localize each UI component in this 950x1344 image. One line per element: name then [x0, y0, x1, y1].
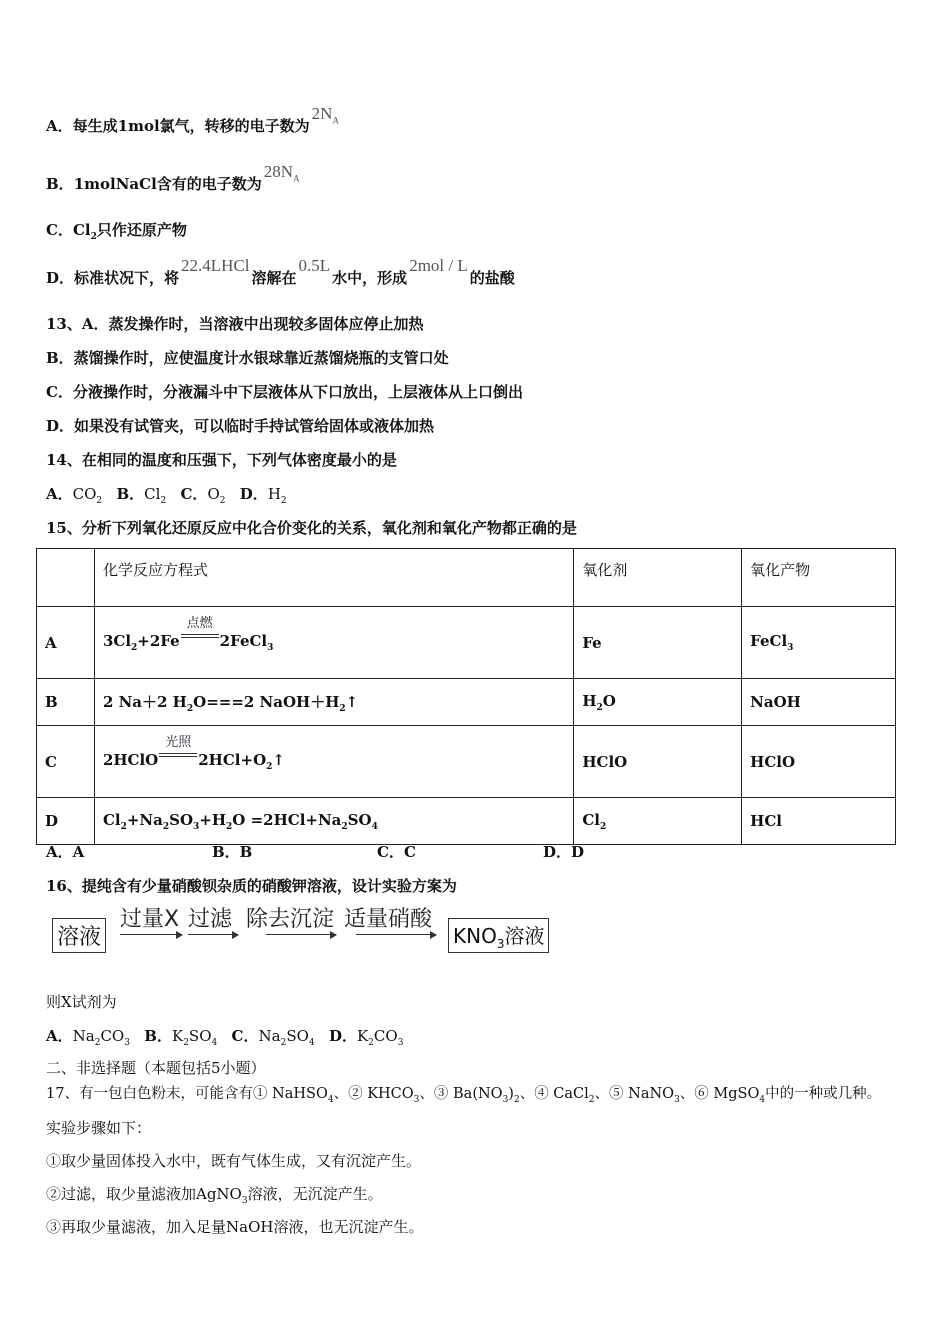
header-oxidant: 氧化剂 — [574, 549, 742, 607]
math-22-4lhcl: 22.4LHCl — [181, 256, 250, 275]
flow-label-remove: 除去沉淀 — [246, 907, 335, 932]
q15-stem: 15、分析下列氧化还原反应中化合价变化的关系，氧化剂和氧化产物都正确的是 — [46, 519, 577, 537]
math-2mol-l: 2mol / L — [409, 256, 468, 275]
purification-flow-diagram — [52, 902, 572, 958]
header-product: 氧化产物 — [742, 549, 896, 607]
oxidant-cell: $Cl_2$ — [574, 798, 742, 845]
product-cell: HCl — [742, 798, 896, 845]
q16-options: A．$Na_2CO_3$ B．$K_2SO_4$ C．$Na_2SO_4$ D．$K_2CO_3$ — [46, 1027, 404, 1048]
oxidant-cell: $H_2O$ — [574, 679, 742, 726]
q13-option-b: B．蒸馏操作时，应使温度计水银球靠近蒸馏烧瓶的支管口处 — [46, 349, 449, 367]
product-cell: FeCl$_3$ — [742, 607, 896, 679]
reaction-table — [36, 548, 896, 845]
row-label: B — [37, 679, 95, 726]
q16-stem: 16、提纯含有少量硝酸钡杂质的硝酸钾溶液，设计实验方案为 — [46, 877, 457, 895]
q17-stem: 17、有一包白色粉末，可能含有① NaHSO$_4$、② $KHCO_3$、③ $Ba(NO_3)_2$、④ CaCl$_2$、⑤ NaNO$_3$、⑥ MgSO$_4$中的一种或几种。 — [46, 1086, 882, 1105]
oxidant-cell: Fe — [574, 607, 742, 679]
flow-label-acid: 适量硝酸 — [344, 907, 433, 932]
q13-option-c: C．分液操作时，分液漏斗中下层液体从下口放出，上层液体从上口倒出 — [46, 383, 523, 401]
oxidant-cell: HClO — [574, 726, 742, 798]
table-header-row — [37, 549, 896, 607]
product-cell: NaOH — [742, 679, 896, 726]
equation-cell: 2HClO 光照 $2HCl+O_2↑$ — [94, 726, 573, 798]
flow-start-box: 溶液 — [52, 918, 106, 953]
equation-cell: $Cl_2+Na_2SO_3+H_2O =2HCl+Na_2SO_4$ — [94, 798, 573, 845]
reaction-condition-arrow: 光照 — [159, 751, 197, 765]
header-empty — [37, 549, 95, 607]
header-equation: 化学反应方程式 — [94, 549, 573, 607]
flow-label-filter: 过滤 — [188, 907, 233, 932]
q12-option-a: A．每生成1mol氯气，转移的电子数为$2N_A$ — [46, 104, 339, 135]
table-row — [37, 607, 896, 679]
row-label: D — [37, 798, 95, 845]
table-row — [37, 679, 896, 726]
flow-end-box: $KNO_3$溶液 — [448, 918, 549, 953]
math-2na: $2N_A$ — [311, 104, 339, 126]
q17-step-1: ①取少量固体投入水中，既有气体生成，又有沉淀产生。 — [46, 1152, 422, 1170]
product-cell: HClO — [742, 726, 896, 798]
q13-option-a: 13、A．蒸发操作时，当溶液中出现较多固体应停止加热 — [46, 315, 424, 333]
q12-option-b: B．1molNaCl含有的电子数为$28N_A$ — [46, 162, 300, 193]
table-row — [37, 726, 896, 798]
q13-option-d: D．如果没有试管夹，可以临时手持试管给固体或液体加热 — [46, 417, 435, 435]
reaction-condition-arrow: 点燃 — [181, 632, 219, 646]
flow-arrow — [120, 934, 182, 935]
section-two-heading: 二、非选择题（本题包括5小题） — [46, 1059, 266, 1077]
math-0-5l: 0.5L — [298, 256, 331, 275]
q14-stem: 14、在相同的温度和压强下，下列气体密度最小的是 — [46, 451, 397, 469]
table-row — [37, 798, 896, 845]
flow-arrow — [188, 934, 238, 935]
q12-option-c: C．$Cl_2$只作还原产物 — [46, 221, 187, 242]
q12-option-d: D．标准状况下，将22.4LHCl溶解在0.5L水中，形成2mol / L的盐酸 — [46, 256, 515, 287]
flow-label-x: 过量X — [120, 907, 180, 932]
math-28na: $28N_A$ — [263, 162, 300, 184]
row-label: C — [37, 726, 95, 798]
equation-cell: 2 Na＋2 $H_2O===2$ $NaOH+H_2↑$ — [94, 679, 573, 726]
q17-step-3: ③再取少量滤液，加入足量NaOH溶液，也无沉淀产生。 — [46, 1218, 424, 1236]
q17-steps-title: 实验步骤如下： — [46, 1119, 152, 1137]
row-label: A — [37, 607, 95, 679]
q17-step-2: ②过滤，取少量滤液加AgNO$_3$溶液，无沉淀产生。 — [46, 1185, 383, 1206]
flow-arrow — [266, 934, 336, 935]
q16-ask: 则X试剂为 — [46, 993, 117, 1011]
equation-cell: $3Cl_2+2Fe$ 点燃 2FeCl$_3$ — [94, 607, 573, 679]
q14-options: A．$CO_2$ B．$Cl_2$ C．$O_2$ D．$H_2$ — [46, 485, 287, 506]
flow-arrow — [356, 934, 436, 935]
